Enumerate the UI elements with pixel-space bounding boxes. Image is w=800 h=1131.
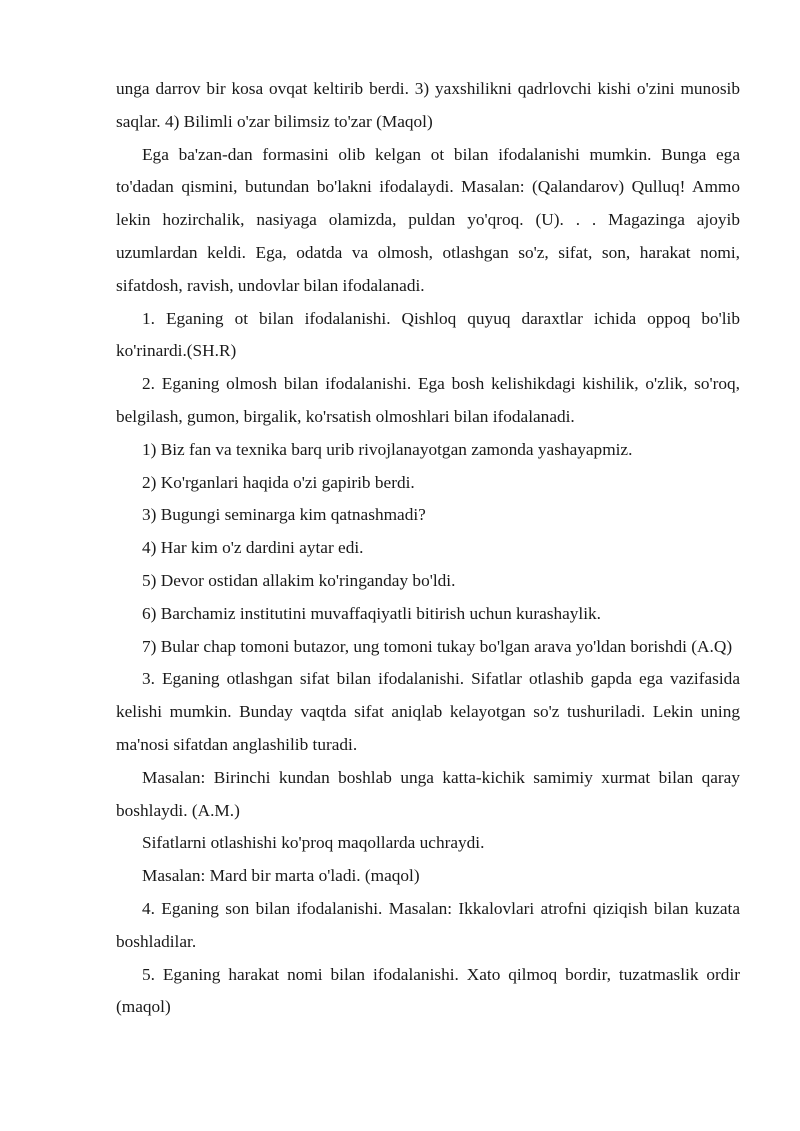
paragraph-point-4: 4. Eganing son bilan ifodalanishi. Masalan: Ikkalovlari atrofni qiziqish bilan kuzata boshladilar.: [116, 898, 740, 951]
document-page: [116, 73, 740, 1024]
paragraph-example-b: Masalan: Mard bir marta o'ladi. (maqol): [142, 866, 420, 886]
paragraph-point-2: 2. Eganing olmosh bilan ifodalanishi. Ega bosh kelishikdagi kishilik, o'zlik, so'roq, belgilash, gumon, birgalik, ko'rsatish olmoshlari bilan ifodalanadi.: [116, 374, 740, 426]
example-item-6: 6) Barchamiz institutini muvaffaqiyatli bitirish uchun kurashaylik.: [142, 603, 601, 623]
paragraph-ega-intro: Ega ba'zan-dan formasini olib kelgan ot bilan ifodalanishi mumkin. Bunga ega to'dadan qismini, butundan bo'lakni ifodalaydi. Masalan: (Qalandarov) Qulluq! Ammo lekin hozirchalik, nasiyaga olamizda, puldan yo'qroq. (U). . . Magazinga ajoyib uzumlardan keldi. Ega, odatda va olmosh, otlashgan so'z, sifat, son, harakat nomi, sifatdosh, ravish, undovlar bilan ifodalanadi.: [116, 144, 740, 295]
paragraph-note: Sifatlarni otlashishi ko'proq maqollarda uchraydi.: [142, 833, 485, 853]
example-item-5: 5) Devor ostidan allakim ko'ringanday bo'ldi.: [142, 570, 456, 590]
example-item-1: 1) Biz fan va texnika barq urib rivojlanayotgan zamonda yashayapmiz.: [142, 439, 633, 459]
example-item-2: 2) Ko'rganlari haqida o'zi gapirib berdi.: [142, 472, 415, 492]
example-item-7: 7) Bular chap tomoni butazor, ung tomoni tukay bo'lgan arava yo'ldan borishdi (A.Q): [142, 636, 733, 656]
example-item-4: 4) Har kim o'z dardini aytar edi.: [142, 538, 364, 558]
paragraph-point-3: 3. Eganing otlashgan sifat bilan ifodalanishi. Sifatlar otlashib gapda ega vazifasida kelishi mumkin. Bunday vaqtda sifat aniqlab kelayotgan so'z tushuriladi. Lekin uning ma'nosi sifatdan anglashilib turadi.: [116, 669, 740, 754]
paragraph-continuation: unga darrov bir kosa ovqat keltirib berdi. 3) yaxshilikni qadrlovchi kishi o'zini munosib saqlar. 4) Bilimli o'zar bilimsiz to'zar (Maqol): [116, 79, 740, 131]
paragraph-point-5: 5. Eganing harakat nomi bilan ifodalanishi. Xato qilmoq bordir, tuzatmaslik ordir (maqol): [116, 964, 740, 1017]
example-item-3: 3) Bugungi seminarga kim qatnashmadi?: [142, 505, 426, 525]
paragraph-point-1: 1. Eganing ot bilan ifodalanishi. Qishloq quyuq daraxtlar ichida oppoq bo'lib ko'rinardi.(SH.R): [116, 308, 740, 361]
paragraph-example-a: Masalan: Birinchi kundan boshlab unga katta-kichik samimiy xurmat bilan qaray boshlaydi. (A.M.): [116, 767, 740, 820]
